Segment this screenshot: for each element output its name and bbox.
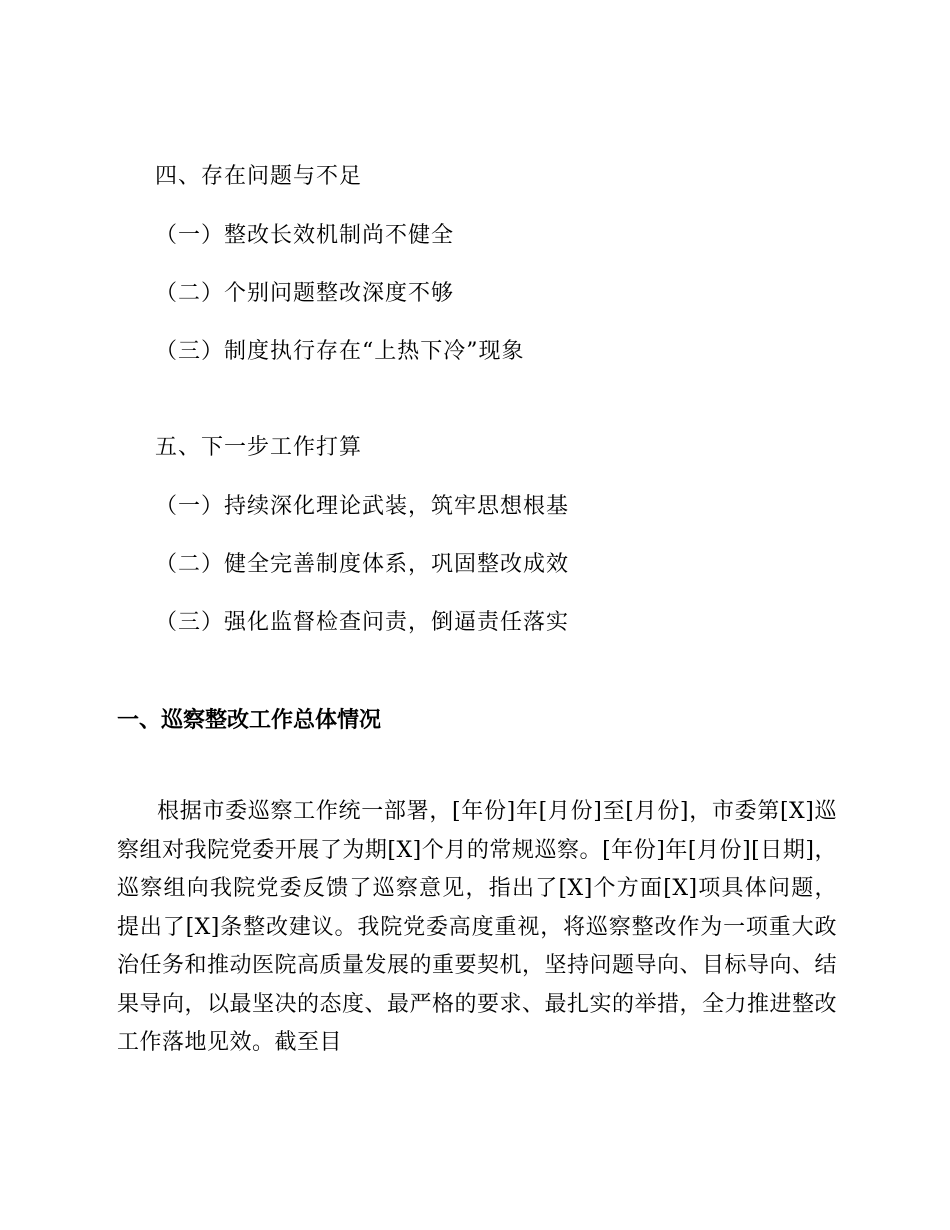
section-4-item-1: （一）整改长效机制尚不健全 (155, 223, 455, 248)
section-4-item-2: （二）个别问题整改深度不够 (155, 281, 455, 306)
section-4-item-3: （三）制度执行存在“上热下冷”现象 (155, 339, 525, 364)
section-4-title: 四、存在问题与不足 (155, 164, 363, 189)
section-5-item-3: （三）强化监督检查问责，倒逼责任落实 (155, 610, 570, 635)
section-5-item-1: （一）持续深化理论武装，筑牢思想根基 (155, 494, 570, 519)
body-paragraph: 根据市委巡察工作统一部署，[年份]年[月份]至[月份]，市委第[X]巡察组对我院党委开展了为期[X]个月的常规巡察。[年份]年[月份][日期]，巡察组向我院党委反馈了巡察意见，指出了[X]个方面[X]项具体问题，提出了[X]条整改建议。我院党委高度重视，将巡察整改作为一项重大政治任务和推动医院高质量发展的重要契机，坚持问题导向、目标导向、结果导向，以最坚决的态度、最严格的要求、最扎实的举措，全力推进整改工作落地见效。截至目 (117, 799, 838, 1055)
section-5-item-2: （二）健全完善制度体系，巩固整改成效 (155, 552, 570, 577)
body-heading: 一、巡察整改工作总体情况 (117, 708, 382, 733)
section-5-title: 五、下一步工作打算 (155, 435, 363, 460)
